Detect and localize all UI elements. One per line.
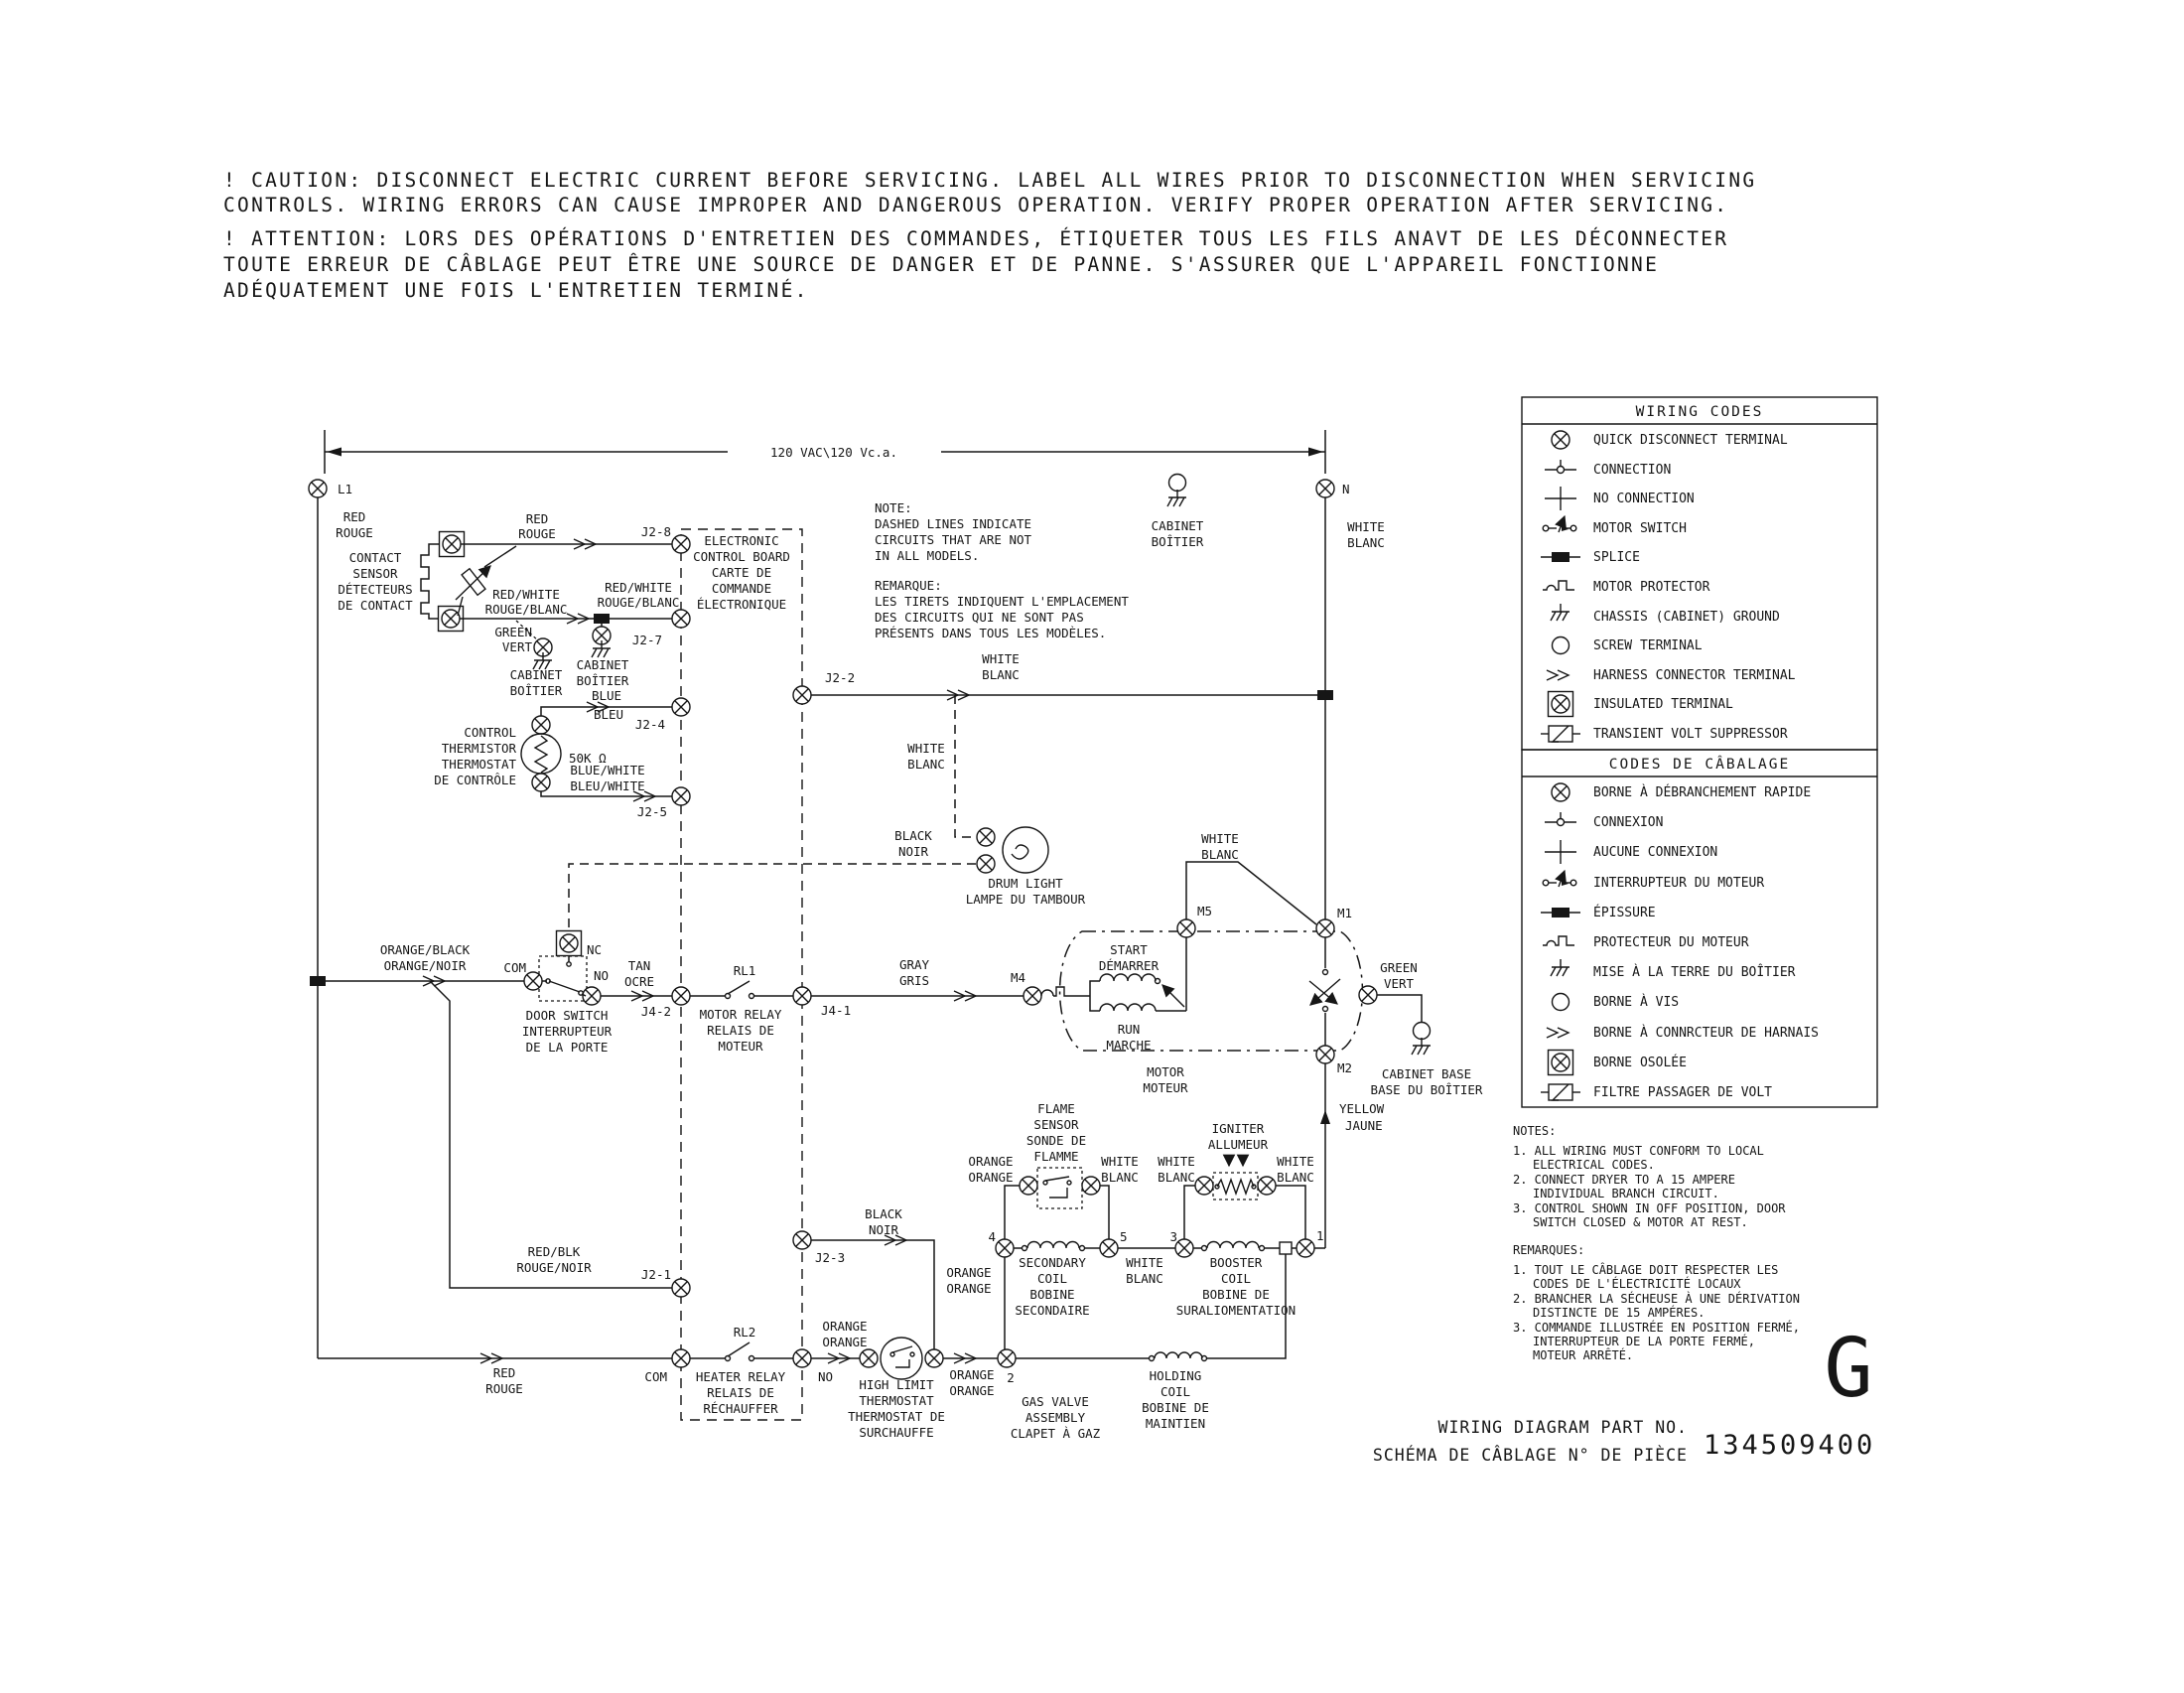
svg-text:COIL: COIL: [1036, 1271, 1068, 1286]
cabinet-ground-top: [1152, 475, 1204, 550]
svg-text:ORANGE/BLACK: ORANGE/BLACK: [379, 942, 471, 957]
motor-protector-icon: [1543, 936, 1574, 945]
l1-label: L1: [338, 482, 353, 496]
svg-text:OCRE: OCRE: [623, 974, 655, 989]
svg-text:BOOSTER: BOOSTER: [1209, 1255, 1263, 1270]
j2-3-label: J2-3: [815, 1250, 846, 1265]
svg-text:WHITE: WHITE: [1101, 1154, 1139, 1169]
svg-text:RED/WHITE: RED/WHITE: [605, 580, 672, 595]
j2-7-terminal-icon: [672, 610, 690, 628]
neutral-label: N: [1342, 482, 1350, 496]
notes-fr: [1513, 1243, 1800, 1362]
insulated-terminal-icon: [440, 532, 465, 557]
wiring-codes-legend: [1522, 397, 1877, 750]
svg-text:BORNE À DÉBRANCHEMENT RAPIDE: BORNE À DÉBRANCHEMENT RAPIDE: [1593, 785, 1812, 800]
svg-text:NOIR: NOIR: [868, 1222, 899, 1237]
caution-line-1: ! CAUTION: DISCONNECT ELECTRIC CURRENT BEFORE SERVICING. LABEL ALL WIRES PRIOR TO DISCONNECTION WHEN SERVICING: [223, 169, 1757, 192]
svg-text:ÉPISSURE: ÉPISSURE: [1593, 906, 1656, 920]
svg-text:MOTOR PROTECTOR: MOTOR PROTECTOR: [1593, 580, 1710, 595]
svg-text:SENSOR: SENSOR: [1033, 1117, 1079, 1132]
svg-text:3: 3: [1169, 1229, 1177, 1244]
svg-text:ROUGE: ROUGE: [485, 1381, 523, 1396]
svg-text:MOTEUR: MOTEUR: [718, 1039, 763, 1054]
svg-text:SCREW TERMINAL: SCREW TERMINAL: [1593, 638, 1703, 653]
svg-text:ELECTRONIC: ELECTRONIC: [704, 533, 779, 548]
gas-valve-terminal-2-icon: [998, 1349, 1016, 1367]
transient-volt-suppressor-icon: [1541, 1084, 1580, 1100]
schematic: [309, 475, 1483, 1442]
svg-text:BLUE/WHITE: BLUE/WHITE: [570, 763, 645, 777]
svg-text:WHITE: WHITE: [907, 741, 945, 756]
nc-insulated-terminal-icon: [557, 931, 582, 956]
svg-text:CABINET: CABINET: [576, 657, 629, 672]
motor: [1041, 931, 1362, 1095]
svg-text:5: 5: [1120, 1229, 1128, 1244]
svg-text:VERT: VERT: [1383, 976, 1415, 991]
connection-icon: [1545, 812, 1576, 826]
svg-text:NO: NO: [594, 968, 610, 983]
gas-valve-terminal-1-icon: [1297, 1239, 1314, 1257]
svg-text:COMMANDE: COMMANDE: [711, 581, 772, 596]
svg-text:ROUGE/NOIR: ROUGE/NOIR: [516, 1260, 592, 1275]
svg-text:FILTRE PASSAGER DE VOLT: FILTRE PASSAGER DE VOLT: [1593, 1085, 1773, 1100]
heater-relay-rl2: [690, 1325, 793, 1416]
svg-text:SWITCH CLOSED & MOTOR AT REST.: SWITCH CLOSED & MOTOR AT REST.: [1533, 1215, 1748, 1229]
centrifugal-switch: [1309, 937, 1340, 1046]
svg-text:GRAY: GRAY: [898, 957, 930, 972]
quick-disconnect-terminal-icon: [532, 716, 550, 734]
screw-terminal-icon: [1414, 1023, 1431, 1040]
svg-text:SONDE DE: SONDE DE: [1025, 1133, 1087, 1148]
svg-text:DÉMARRER: DÉMARRER: [1098, 958, 1160, 973]
svg-text:MARCHE: MARCHE: [1106, 1038, 1152, 1053]
svg-text:BLANC: BLANC: [1347, 535, 1385, 550]
gas-valve-assembly: [946, 1228, 1323, 1441]
svg-text:THERMOSTAT: THERMOSTAT: [859, 1393, 934, 1408]
svg-text:WHITE: WHITE: [1158, 1154, 1195, 1169]
heater-com-terminal-icon: [672, 1349, 690, 1367]
splice-icon: [1541, 908, 1580, 917]
svg-text:ORANGE: ORANGE: [968, 1170, 1014, 1185]
svg-text:BOBINE DE: BOBINE DE: [1202, 1287, 1270, 1302]
j2-5-label: J2-5: [636, 804, 667, 819]
svg-text:BLANC: BLANC: [1126, 1271, 1163, 1286]
svg-text:CABINET BASE: CABINET BASE: [1381, 1066, 1472, 1081]
caution-text-en: [223, 169, 1756, 216]
motor-switch-icon: [1543, 516, 1576, 532]
supply-voltage-label: 120 VAC\120 Vc.a.: [770, 445, 897, 460]
j2-1-terminal-icon: [672, 1279, 690, 1297]
svg-text:COM: COM: [644, 1369, 667, 1384]
attention-text-fr: [223, 227, 1728, 302]
svg-text:BOBINE DE: BOBINE DE: [1142, 1400, 1209, 1415]
j2-4-terminal-icon: [672, 698, 690, 716]
svg-text:ROUGE/BLANC: ROUGE/BLANC: [597, 595, 680, 610]
j2-2-label: J2-2: [825, 670, 856, 685]
j2-4-label: J2-4: [634, 717, 665, 732]
svg-text:MOTEUR ARRÊTÉ.: MOTEUR ARRÊTÉ.: [1533, 1348, 1634, 1362]
svg-text:THERMOSTAT: THERMOSTAT: [441, 757, 516, 772]
quick-disconnect-terminal-icon: [860, 1349, 878, 1367]
svg-text:COM: COM: [503, 960, 526, 975]
svg-text:WHITE: WHITE: [1126, 1255, 1163, 1270]
gas-valve-terminal-4-icon: [996, 1239, 1014, 1257]
quick-disconnect-terminal-icon: [532, 774, 550, 791]
svg-text:BORNE À VIS: BORNE À VIS: [1593, 995, 1680, 1010]
part-number: 134509400: [1704, 1430, 1876, 1461]
svg-text:2: 2: [1007, 1370, 1015, 1385]
svg-text:CIRCUITS THAT ARE NOT: CIRCUITS THAT ARE NOT: [875, 532, 1032, 547]
harness-connector-icon: [1547, 1028, 1569, 1038]
svg-text:MAINTIEN: MAINTIEN: [1145, 1416, 1206, 1431]
svg-text:BLEU: BLEU: [593, 707, 624, 722]
quick-disconnect-terminal-icon: [925, 1349, 943, 1367]
m1-terminal-icon: [1316, 919, 1334, 937]
svg-text:DISTINCTE DE 15 AMPÉRES.: DISTINCTE DE 15 AMPÉRES.: [1533, 1306, 1706, 1320]
svg-text:BLANC: BLANC: [907, 757, 945, 772]
svg-text:NOIR: NOIR: [897, 844, 929, 859]
svg-text:M5: M5: [1197, 904, 1213, 918]
svg-text:CARTE DE: CARTE DE: [711, 565, 772, 580]
svg-text:BLANC: BLANC: [982, 667, 1020, 682]
no-connection-icon: [1545, 487, 1576, 510]
svg-text:WHITE: WHITE: [1201, 831, 1239, 846]
svg-text:BLEU/WHITE: BLEU/WHITE: [570, 778, 645, 793]
svg-text:4: 4: [988, 1229, 996, 1244]
svg-text:VERT: VERT: [501, 639, 532, 654]
svg-text:BOBINE: BOBINE: [1029, 1287, 1075, 1302]
svg-text:IN ALL MODELS.: IN ALL MODELS.: [875, 548, 980, 563]
harness-connector-icon: [1547, 670, 1569, 680]
svg-text:ORANGE: ORANGE: [946, 1265, 992, 1280]
svg-text:JAUNE: JAUNE: [1345, 1118, 1383, 1133]
svg-text:RED: RED: [525, 511, 549, 526]
svg-text:RL1: RL1: [733, 963, 756, 978]
svg-text:MISE À LA TERRE DU BOÎTIER: MISE À LA TERRE DU BOÎTIER: [1593, 965, 1796, 980]
j4-2-terminal-icon: [672, 987, 690, 1005]
svg-text:MOTOR: MOTOR: [1147, 1064, 1184, 1079]
svg-text:BLANC: BLANC: [1101, 1170, 1139, 1185]
quick-disconnect-terminal-icon: [1195, 1177, 1213, 1195]
svg-text:MOTEUR: MOTEUR: [1143, 1080, 1188, 1095]
svg-text:IGNITER: IGNITER: [1211, 1121, 1265, 1136]
svg-text:BORNE OSOLÉE: BORNE OSOLÉE: [1593, 1056, 1687, 1070]
svg-text:ORANGE: ORANGE: [949, 1383, 995, 1398]
flame-sensor: [968, 1101, 1138, 1239]
svg-text:M4: M4: [1010, 970, 1025, 985]
svg-text:REMARQUES:: REMARQUES:: [1513, 1243, 1585, 1257]
chassis-ground-icon: [1551, 604, 1570, 621]
svg-text:GRIS: GRIS: [898, 973, 930, 988]
svg-text:FLAMME: FLAMME: [1033, 1149, 1079, 1164]
chassis-ground-icon: [1167, 490, 1186, 506]
svg-text:M1: M1: [1337, 906, 1353, 920]
svg-text:CONNEXION: CONNEXION: [1593, 815, 1664, 830]
svg-text:SURCHAUFFE: SURCHAUFFE: [859, 1425, 934, 1440]
j2-7-label: J2-7: [631, 633, 662, 647]
svg-text:ÉLECTRONIQUE: ÉLECTRONIQUE: [696, 597, 787, 612]
l1-terminal-icon: [309, 480, 327, 497]
legend-fr-title: CODES DE CÂBALAGE: [1608, 757, 1791, 773]
part-label-en: WIRING DIAGRAM PART NO.: [1437, 1418, 1688, 1437]
svg-text:ROUGE: ROUGE: [518, 526, 556, 541]
m4-terminal-icon: [1024, 987, 1041, 1005]
svg-text:LAMPE DU TAMBOUR: LAMPE DU TAMBOUR: [965, 892, 1086, 907]
quick-disconnect-terminal-icon: [1082, 1177, 1100, 1195]
com-terminal-icon: [524, 972, 542, 990]
gas-valve-terminal-3-icon: [1175, 1239, 1193, 1257]
svg-text:COIL: COIL: [1160, 1384, 1191, 1399]
svg-text:ALLUMEUR: ALLUMEUR: [1207, 1137, 1269, 1152]
legend-en-title: WIRING CODES: [1635, 404, 1764, 420]
insulated-terminal-icon: [1549, 1051, 1573, 1075]
attention-line-2: TOUTE ERREUR DE CÂBLAGE PEUT ÊTRE UNE SOURCE DE DANGER ET DE PANNE. S'ASSURER QUE L'APPAREIL FONCTIONNE: [223, 253, 1660, 276]
svg-text:WHITE: WHITE: [982, 651, 1020, 666]
svg-text:NO: NO: [818, 1369, 834, 1384]
svg-text:NO CONNECTION: NO CONNECTION: [1593, 492, 1695, 506]
svg-text:DÉTECTEURS: DÉTECTEURS: [338, 582, 413, 597]
motor-protector-icon: [1543, 581, 1574, 590]
svg-text:THERMISTOR: THERMISTOR: [441, 741, 516, 756]
m5-terminal-icon: [1177, 919, 1195, 937]
svg-text:INTERRUPTEUR DE LA PORTE FERMÉ: INTERRUPTEUR DE LA PORTE FERMÉ,: [1533, 1335, 1755, 1348]
svg-text:1. ALL WIRING MUST CONFORM TO: 1. ALL WIRING MUST CONFORM TO LOCAL: [1513, 1144, 1764, 1158]
svg-text:AUCUNE CONNEXION: AUCUNE CONNEXION: [1593, 845, 1718, 860]
svg-text:DES CIRCUITS QUI NE SONT PAS: DES CIRCUITS QUI NE SONT PAS: [875, 610, 1084, 625]
svg-text:CABINET: CABINET: [1151, 518, 1204, 533]
svg-text:BOÎTIER: BOÎTIER: [1151, 534, 1204, 549]
models-note: [875, 500, 1129, 640]
motor-relay-rl1: [690, 963, 793, 1054]
svg-text:INDIVIDUAL BRANCH CIRCUIT.: INDIVIDUAL BRANCH CIRCUIT.: [1533, 1187, 1719, 1200]
svg-text:ORANGE/NOIR: ORANGE/NOIR: [383, 958, 467, 973]
connection-icon: [1545, 460, 1576, 474]
svg-text:HIGH LIMIT: HIGH LIMIT: [859, 1377, 934, 1392]
drum-light: [966, 827, 1086, 907]
caution-line-2: CONTROLS. WIRING ERRORS CAN CAUSE IMPROPER AND DANGEROUS OPERATION. VERIFY PROPER OPERATION AFTER SERVICING.: [223, 194, 1729, 216]
j2-2-terminal-icon: [793, 686, 811, 704]
svg-text:3. CONTROL SHOWN IN OFF POSITI: 3. CONTROL SHOWN IN OFF POSITION, DOOR: [1513, 1201, 1786, 1215]
svg-text:CONTACT: CONTACT: [348, 550, 402, 565]
svg-text:INTERRUPTEUR: INTERRUPTEUR: [521, 1024, 613, 1039]
svg-text:CONNECTION: CONNECTION: [1593, 463, 1672, 478]
svg-text:SECONDARY: SECONDARY: [1019, 1255, 1086, 1270]
svg-text:3. COMMANDE ILLUSTRÉE EN POSIT: 3. COMMANDE ILLUSTRÉE EN POSITION FERMÉ,: [1513, 1321, 1800, 1335]
j2-8-label: J2-8: [640, 524, 671, 539]
svg-text:1. TOUT LE CÂBLAGE DOIT RESPEC: 1. TOUT LE CÂBLAGE DOIT RESPECTER LES: [1513, 1263, 1779, 1277]
svg-text:NOTE:: NOTE:: [875, 500, 912, 515]
j2-1-label: J2-1: [640, 1267, 671, 1282]
svg-text:WHITE: WHITE: [1347, 519, 1385, 534]
svg-text:M2: M2: [1337, 1060, 1353, 1075]
quick-disconnect-terminal-icon: [977, 855, 995, 873]
screw-terminal-icon: [1553, 637, 1570, 654]
svg-text:RÉCHAUFFER: RÉCHAUFFER: [703, 1401, 778, 1416]
svg-text:BLACK: BLACK: [865, 1206, 902, 1221]
svg-text:RED: RED: [342, 509, 366, 524]
svg-text:BOÎTIER: BOÎTIER: [576, 673, 629, 688]
j4-2-label: J4-2: [640, 1004, 671, 1019]
chassis-ground-icon: [1412, 1038, 1431, 1055]
chassis-ground-icon: [1551, 959, 1570, 976]
svg-text:CLAPET À GAZ: CLAPET À GAZ: [1010, 1426, 1101, 1441]
high-limit-thermostat: [848, 1338, 945, 1440]
svg-text:ORANGE: ORANGE: [822, 1319, 868, 1334]
codes-cablage-legend: [1522, 750, 1877, 1107]
m2-terminal-icon: [1316, 1046, 1334, 1063]
svg-text:CHASSIS (CABINET) GROUND: CHASSIS (CABINET) GROUND: [1593, 610, 1780, 625]
insulated-terminal-icon: [1549, 692, 1573, 717]
svg-text:BLANC: BLANC: [1158, 1170, 1195, 1185]
svg-text:CODES DE L'ÉLECTRICITÉ LOCAUX: CODES DE L'ÉLECTRICITÉ LOCAUX: [1533, 1277, 1741, 1291]
svg-text:CONTROL BOARD: CONTROL BOARD: [693, 549, 790, 564]
quick-disconnect-terminal-icon: [1552, 783, 1570, 801]
svg-text:RELAIS DE: RELAIS DE: [707, 1023, 774, 1038]
svg-text:ORANGE: ORANGE: [968, 1154, 1014, 1169]
svg-text:BASE DU BOÎTIER: BASE DU BOÎTIER: [1370, 1082, 1483, 1097]
j2-3-terminal-icon: [793, 1231, 811, 1249]
motor-switch-icon: [1543, 871, 1576, 887]
svg-text:WHITE: WHITE: [1277, 1154, 1314, 1169]
svg-text:BORNE À CONNRCTEUR DE HARNAIS: BORNE À CONNRCTEUR DE HARNAIS: [1593, 1026, 1819, 1041]
svg-text:CABINET: CABINET: [509, 667, 563, 682]
svg-text:GREEN: GREEN: [494, 625, 532, 639]
svg-text:TAN: TAN: [627, 958, 651, 973]
svg-text:INSULATED TERMINAL: INSULATED TERMINAL: [1593, 697, 1733, 712]
svg-text:DOOR SWITCH: DOOR SWITCH: [525, 1008, 609, 1023]
quick-disconnect-terminal-icon: [1359, 986, 1377, 1004]
svg-text:MOTOR SWITCH: MOTOR SWITCH: [1593, 521, 1687, 536]
svg-text:ROUGE/BLANC: ROUGE/BLANC: [484, 602, 568, 617]
svg-text:HEATER RELAY: HEATER RELAY: [695, 1369, 786, 1384]
svg-text:1: 1: [1316, 1228, 1324, 1243]
thermistor-resistance: 50K Ω: [569, 751, 607, 766]
gas-valve-terminal-5-icon: [1100, 1239, 1118, 1257]
svg-text:BLANC: BLANC: [1277, 1170, 1314, 1185]
chassis-ground-icon: [592, 640, 611, 657]
svg-text:LES TIRETS INDIQUENT L'EMPLACE: LES TIRETS INDIQUENT L'EMPLACEMENT: [875, 594, 1129, 609]
svg-text:SPLICE: SPLICE: [1593, 550, 1640, 565]
svg-text:2. BRANCHER LA SÉCHEUSE À UNE: 2. BRANCHER LA SÉCHEUSE À UNE DÉRIVATION: [1513, 1292, 1800, 1306]
svg-text:ORANGE: ORANGE: [949, 1367, 995, 1382]
svg-text:BLUE: BLUE: [591, 688, 622, 703]
svg-text:NOTES:: NOTES:: [1513, 1124, 1557, 1138]
svg-text:FLAME: FLAME: [1037, 1101, 1075, 1116]
door-switch: [503, 931, 612, 1056]
svg-text:START: START: [1110, 942, 1148, 957]
svg-text:BOÎTIER: BOÎTIER: [509, 683, 563, 698]
neutral-terminal-icon: [1316, 480, 1334, 497]
svg-text:HARNESS CONNECTOR TERMINAL: HARNESS CONNECTOR TERMINAL: [1593, 668, 1796, 683]
part-label-fr: SCHÉMA DE CÂBLAGE N° DE PIÈCE: [1372, 1446, 1688, 1465]
svg-text:HOLDING: HOLDING: [1149, 1368, 1202, 1383]
svg-text:2. CONNECT DRYER TO A 15 AMPER: 2. CONNECT DRYER TO A 15 AMPERE: [1513, 1173, 1735, 1187]
svg-text:ORANGE: ORANGE: [946, 1281, 992, 1296]
attention-line-3: ADÉQUATEMENT UNE FOIS L'ENTRETIEN TERMINÉ.: [223, 279, 809, 302]
svg-text:ELECTRICAL CODES.: ELECTRICAL CODES.: [1533, 1158, 1655, 1172]
svg-text:PRÉSENTS DANS TOUS LES MODÈLES: PRÉSENTS DANS TOUS LES MODÈLES.: [875, 626, 1107, 640]
svg-text:REMARQUE:: REMARQUE:: [875, 578, 942, 593]
svg-text:YELLOW: YELLOW: [1339, 1101, 1385, 1116]
svg-text:COIL: COIL: [1220, 1271, 1252, 1286]
svg-text:ORANGE: ORANGE: [822, 1335, 868, 1349]
quick-disconnect-terminal-icon: [1258, 1177, 1276, 1195]
svg-text:DE LA PORTE: DE LA PORTE: [525, 1040, 609, 1055]
svg-text:QUICK DISCONNECT TERMINAL: QUICK DISCONNECT TERMINAL: [1593, 433, 1788, 448]
quick-disconnect-terminal-icon: [1020, 1177, 1037, 1195]
j2-8-terminal-icon: [672, 535, 690, 553]
j4-1-label: J4-1: [821, 1003, 852, 1018]
splice-icon: [1541, 552, 1580, 562]
notes-en: [1513, 1124, 1786, 1229]
transient-volt-suppressor-icon: [1541, 726, 1580, 742]
svg-text:SENSOR: SENSOR: [352, 566, 398, 581]
svg-text:RED: RED: [492, 1365, 516, 1380]
igniter: [1158, 1121, 1314, 1239]
svg-text:RED/WHITE: RED/WHITE: [492, 587, 560, 602]
svg-text:DASHED LINES INDICATE: DASHED LINES INDICATE: [875, 516, 1032, 531]
svg-text:GAS VALVE: GAS VALVE: [1022, 1394, 1089, 1409]
svg-text:INTERRUPTEUR DU MOTEUR: INTERRUPTEUR DU MOTEUR: [1593, 876, 1765, 891]
j4-1-terminal-icon: [793, 987, 811, 1005]
svg-text:THERMOSTAT DE: THERMOSTAT DE: [848, 1409, 945, 1424]
svg-text:RL2: RL2: [733, 1325, 756, 1340]
svg-text:CONTROL: CONTROL: [464, 725, 516, 740]
svg-text:NC: NC: [587, 942, 603, 957]
quick-disconnect-terminal-icon: [1552, 431, 1570, 449]
j2-5-terminal-icon: [672, 787, 690, 805]
supply-dimension: [325, 430, 1325, 474]
svg-text:GREEN: GREEN: [1380, 960, 1418, 975]
no-connection-icon: [1545, 840, 1576, 864]
heater-no-terminal-icon: [793, 1349, 811, 1367]
svg-text:SURALIOMENTATION: SURALIOMENTATION: [1175, 1303, 1297, 1318]
svg-text:RED/BLK: RED/BLK: [527, 1244, 581, 1259]
svg-text:DE CONTRÔLE: DE CONTRÔLE: [434, 773, 516, 787]
svg-text:BLANC: BLANC: [1201, 847, 1239, 862]
screw-terminal-icon: [1553, 994, 1570, 1011]
svg-text:RELAIS DE: RELAIS DE: [707, 1385, 774, 1400]
svg-text:PROTECTEUR DU MOTEUR: PROTECTEUR DU MOTEUR: [1593, 935, 1749, 950]
svg-text:ROUGE: ROUGE: [336, 525, 373, 540]
svg-text:SECONDAIRE: SECONDAIRE: [1015, 1303, 1090, 1318]
svg-text:RUN: RUN: [1117, 1022, 1141, 1037]
svg-text:DE CONTACT: DE CONTACT: [338, 598, 413, 613]
svg-text:ASSEMBLY: ASSEMBLY: [1024, 1410, 1086, 1425]
svg-text:TRANSIENT VOLT SUPPRESSOR: TRANSIENT VOLT SUPPRESSOR: [1593, 727, 1788, 742]
svg-text:DRUM LIGHT: DRUM LIGHT: [988, 876, 1063, 891]
screw-terminal-icon: [1169, 475, 1186, 492]
svg-text:MOTOR RELAY: MOTOR RELAY: [699, 1007, 782, 1022]
quick-disconnect-terminal-icon: [977, 828, 995, 846]
revision-letter: G: [1824, 1322, 1873, 1416]
svg-text:BLACK: BLACK: [894, 828, 932, 843]
attention-line-1: ! ATTENTION: LORS DES OPÉRATIONS D'ENTRETIEN DES COMMANDES, ÉTIQUETER TOUS LES FILS ANAVT DE LES DÉCONNECTER: [223, 227, 1729, 250]
